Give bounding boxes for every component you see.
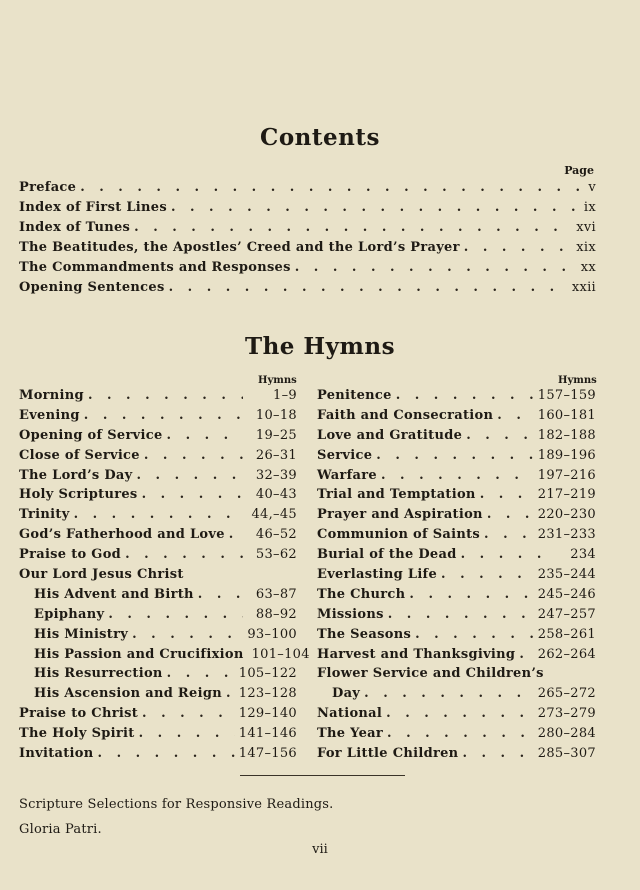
hymn-section — [317, 428, 596, 448]
dot-leader — [142, 706, 235, 721]
hymn-section — [317, 686, 596, 706]
entry-title: Missions — [317, 606, 384, 622]
dot-leader — [388, 607, 534, 622]
hymn-section — [317, 388, 596, 408]
dot-leader — [487, 507, 534, 522]
entry-page: 235–244 — [537, 567, 596, 583]
dot-leader — [134, 220, 572, 235]
contents-entry — [19, 180, 596, 200]
dot-leader — [98, 746, 235, 761]
hymn-section — [19, 487, 297, 507]
hymns-column-label-right: Hymns — [558, 375, 597, 386]
hymn-section — [317, 468, 596, 488]
hymn-section — [317, 587, 596, 607]
dot-leader — [88, 388, 243, 403]
hymn-section — [19, 527, 297, 547]
dot-leader — [409, 587, 533, 602]
entry-page: xxii — [571, 280, 596, 295]
hymn-section — [317, 507, 596, 527]
divider — [240, 775, 405, 776]
entry-title: Everlasting Life — [317, 567, 438, 583]
entry-page: 247–257 — [537, 606, 596, 622]
entry-title: The Commandments and Responses — [19, 260, 291, 275]
dot-leader — [229, 527, 243, 542]
entry-page: 1–9 — [273, 388, 297, 403]
dot-leader — [142, 487, 243, 502]
hymns-column-label-left: Hymns — [258, 375, 297, 386]
entry-title: The Year — [317, 726, 384, 742]
entry-title: Morning — [19, 388, 84, 403]
hymn-section — [19, 547, 297, 567]
entry-page: 105–122 — [238, 666, 297, 682]
entry-page: 265–272 — [537, 686, 596, 702]
entry-page: 258–261 — [537, 626, 596, 642]
hymn-section — [19, 448, 297, 468]
entry-page: 26–31 — [255, 447, 297, 463]
entry-title: Epiphany — [34, 606, 105, 622]
entry-title: Burial of the Dead — [317, 547, 457, 563]
dot-leader — [387, 726, 534, 741]
entry-title: Our Lord Jesus Christ — [19, 567, 184, 583]
entry-title: For Little Children — [317, 746, 459, 762]
entry-title: Faith and Consecration — [317, 407, 494, 423]
entry-title: Opening Sentences — [19, 280, 165, 295]
dot-leader — [125, 547, 243, 562]
hymn-section — [19, 428, 297, 448]
hymn-section — [19, 666, 297, 686]
page-column-label: Page — [564, 164, 594, 177]
dot-leader — [295, 260, 577, 275]
entry-title: The Beatitudes, the Apostles’ Creed and the Lord’s Prayer — [19, 240, 460, 255]
entry-page: 10–18 — [255, 407, 297, 423]
entry-title: Close of Service — [19, 447, 140, 463]
entry-title: Service — [317, 447, 373, 463]
entry-page: 32–39 — [255, 467, 297, 483]
hymn-section — [317, 567, 596, 587]
footer-line: Gloria Patri. — [19, 822, 102, 837]
entry-page: 160–181 — [537, 407, 596, 423]
hymn-section — [19, 507, 297, 527]
dot-leader — [169, 280, 568, 295]
entry-title: Index of First Lines — [19, 200, 167, 215]
dot-leader — [132, 627, 243, 642]
hymn-section — [19, 627, 297, 647]
dot-leader — [480, 487, 534, 502]
entry-page: 44,–45 — [251, 507, 297, 523]
contents-entry — [19, 260, 596, 280]
entry-page: xvi — [576, 220, 596, 235]
hymn-section — [19, 746, 297, 766]
entry-page: 273–279 — [537, 706, 596, 722]
dot-leader — [144, 448, 243, 463]
hymn-section — [317, 527, 596, 547]
entry-title: The Holy Spirit — [19, 726, 135, 742]
entry-page: 63–87 — [255, 586, 297, 602]
entry-title: His Advent and Birth — [34, 586, 194, 602]
entry-title: Opening of Service — [19, 427, 163, 443]
entry-page: 40–43 — [255, 487, 297, 503]
dot-leader — [84, 408, 243, 423]
hymn-section — [19, 408, 297, 428]
entry-page: 93–100 — [247, 626, 297, 642]
dot-leader — [484, 527, 534, 542]
entry-title: National — [317, 706, 383, 722]
entry-page: 231–233 — [537, 527, 596, 543]
entry-page: 285–307 — [537, 746, 596, 762]
hymn-section — [317, 647, 596, 667]
dot-leader — [376, 448, 533, 463]
entry-page: 46–52 — [255, 527, 297, 543]
entry-page: xix — [576, 240, 596, 255]
entry-title: Holy Scriptures — [19, 487, 138, 503]
entry-page: 197–216 — [537, 467, 596, 483]
hymn-section — [317, 726, 596, 746]
entry-title: His Ministry — [34, 626, 129, 642]
contents-entry — [19, 280, 596, 300]
entry-title: His Ascension and Reign — [34, 686, 222, 702]
entry-page: 88–92 — [255, 606, 297, 622]
hymn-section — [19, 468, 297, 488]
entry-title: Penitence — [317, 388, 392, 403]
hymn-section — [19, 706, 297, 726]
dot-leader — [108, 607, 243, 622]
entry-title: Love and Gratitude — [317, 427, 463, 443]
dot-leader — [167, 666, 235, 681]
entry-title: The Lord’s Day — [19, 467, 133, 483]
entry-title: Invitation — [19, 746, 94, 762]
dot-leader — [198, 587, 243, 602]
entry-title: The Seasons — [317, 626, 412, 642]
entry-page: 129–140 — [238, 706, 297, 722]
entry-title: God’s Fatherhood and Love — [19, 527, 225, 543]
entry-title: Praise to God — [19, 547, 122, 563]
dot-leader — [497, 408, 533, 423]
hymn-section — [19, 388, 297, 408]
hymn-section — [317, 547, 596, 567]
dot-leader — [381, 468, 534, 483]
dot-leader — [415, 627, 534, 642]
entry-page: 217–219 — [537, 487, 596, 503]
dot-leader — [137, 468, 244, 483]
hymn-section — [317, 408, 596, 428]
dot-leader — [396, 388, 534, 403]
entry-page: 220–230 — [537, 507, 596, 523]
entry-page: xx — [580, 260, 596, 275]
dot-leader — [466, 428, 534, 443]
dot-leader — [139, 726, 235, 741]
entry-title: His Resurrection — [34, 666, 163, 682]
hymns-heading: The Hymns — [244, 333, 396, 360]
entry-title: Harvest and Thanksgiving — [317, 646, 516, 662]
entry-page: 157–159 — [537, 388, 596, 403]
hymn-section — [317, 448, 596, 468]
hymn-section — [317, 607, 596, 627]
hymn-section — [317, 706, 596, 726]
hymn-section — [19, 686, 297, 706]
hymns-list-left — [19, 388, 310, 766]
hymn-section — [317, 627, 596, 647]
dot-leader — [171, 200, 580, 215]
dot-leader — [461, 547, 542, 562]
hymns-list-right — [317, 388, 596, 766]
entry-title: Communion of Saints — [317, 527, 481, 543]
entry-page: 123–128 — [238, 686, 297, 702]
entry-page: 19–25 — [255, 427, 297, 443]
entry-title: His Passion and Crucifixion — [34, 646, 244, 662]
entry-page: 141–146 — [238, 726, 297, 742]
hymn-section — [19, 726, 297, 746]
entry-title: Praise to Christ — [19, 706, 139, 722]
dot-leader — [519, 647, 533, 662]
contents-entry — [19, 220, 596, 240]
hymn-section — [317, 746, 596, 766]
entry-title: Trial and Temptation — [317, 487, 476, 503]
entry-page: 53–62 — [255, 547, 297, 563]
contents-entry — [19, 240, 596, 260]
dot-leader — [167, 428, 243, 443]
entry-page: 101–104 — [251, 646, 310, 662]
dot-leader — [226, 686, 235, 701]
entry-title: Day — [332, 686, 361, 702]
entry-page: 182–188 — [537, 427, 596, 443]
entry-title: Index of Tunes — [19, 220, 131, 235]
entry-page: 245–246 — [537, 586, 596, 602]
page-number: vii — [312, 842, 328, 857]
contents-entry — [19, 200, 596, 220]
dot-leader — [364, 686, 534, 701]
dot-leader — [386, 706, 534, 721]
entry-title: Trinity — [19, 507, 70, 523]
entry-title: Evening — [19, 407, 80, 423]
dot-leader — [74, 507, 243, 522]
entry-page: 234 — [570, 547, 596, 563]
entry-page: v — [588, 180, 596, 195]
contents-list — [19, 180, 596, 300]
entry-page: 262–264 — [537, 646, 596, 662]
entry-title: The Church — [317, 586, 406, 602]
footer-line: Scripture Selections for Responsive Readings. — [19, 797, 334, 812]
hymn-section — [19, 567, 297, 587]
entry-page: 147–156 — [238, 746, 297, 762]
dot-leader — [464, 240, 572, 255]
dot-leader — [462, 746, 533, 761]
entry-title: Warfare — [317, 467, 377, 483]
entry-page: ix — [583, 200, 596, 215]
dot-leader — [441, 567, 534, 582]
entry-title: Preface — [19, 180, 77, 195]
dot-leader — [80, 180, 584, 195]
hymn-section — [317, 487, 596, 507]
hymn-section — [19, 607, 297, 627]
entry-page: 280–284 — [537, 726, 596, 742]
hymn-section-line: Flower Service and Children’s — [317, 666, 544, 682]
hymn-section — [19, 587, 297, 607]
entry-page: 189–196 — [537, 447, 596, 463]
contents-heading: Contents — [260, 124, 380, 151]
entry-title: Prayer and Aspiration — [317, 507, 483, 523]
hymn-section — [19, 646, 310, 667]
